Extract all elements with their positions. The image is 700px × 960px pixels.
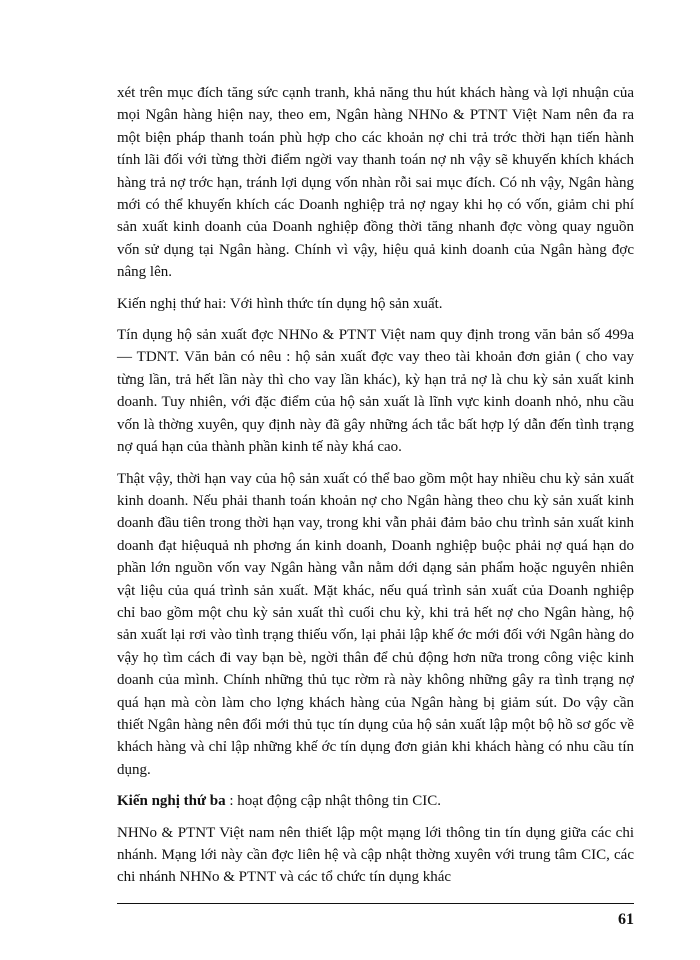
page-number: 61	[618, 911, 634, 928]
paragraph-3: Tín dụng hộ sản xuất đợc NHNo & PTNT Việt nam quy định trong văn bản số 499a — TDNT. Văn bản có nêu : hộ sản xuất đợc vay theo tài khoản đơn giản ( cho vay từng lần, trả hết lần này thì cho vay lần khác), kỳ hạn trả nợ là chu kỳ sản xuất kinh doanh. Tuy nhiên, với đặc điểm của hộ sản xuất là lĩnh vực kinh doanh nhỏ, nhu cầu vốn là thờng xuyên, quy định này đã gây những ách tắc bất hợp lý dẫn đến tình trạng nợ quá hạn của thành phần kinh tế này khá cao.	[117, 327, 634, 456]
paragraph-1: xét trên mục đích tăng sức cạnh tranh, khả năng thu hút khách hàng và lợi nhuận của mọi Ngân hàng hiện nay, theo em, Ngân hàng NHNo & PTNT Việt Nam nên đa ra một biện pháp thanh toán phù hợp cho các khoản nợ chi trả trớc thời hạn tiến hành tính lãi đối với từng thời điểm ngời vay thanh toán nợ nh vậy sẽ khuyến khích khách hàng trả nợ trớc hạn, tránh lợi dụng vốn nhàn rỗi sai mục đích. Có nh vậy, Ngân hàng mới có thể khuyến khích các Doanh nghiệp trả nợ ngay khi họ có vốn, giảm chi phí sản xuất kinh doanh của Doanh nghiệp đồng thời tăng nhanh đợc vòng quay nguồn vốn sử dụng tại Ngân hàng. Chính vì vậy, hiệu quả kinh doanh của Ngân hàng đợc nâng lên.	[117, 85, 634, 281]
paragraph-2-heading: Kiến nghị thứ hai: Với hình thức tín dụng hộ sản xuất.	[117, 295, 443, 312]
body-text	[117, 82, 634, 898]
paragraph-5-heading	[117, 790, 634, 812]
heading-bold-part: Kiến nghị thứ ba	[117, 793, 226, 810]
heading-rest: : hoạt động cập nhật thông tin CIC.	[225, 793, 442, 810]
paragraph-4: Thật vậy, thời hạn vay của hộ sản xuất có thể bao gồm một hay nhiều chu kỳ sản xuất kinh doanh. Nếu phải thanh toán khoản nợ cho Ngân hàng theo chu kỳ sản xuất kinh doanh đầu tiên trong thời hạn vay, trong khi vẫn phải đảm bảo chu trình sản xuất kinh doanh đạt hiệuquả nh phơng án kinh doanh, Doanh nghiệp buộc phải nợ quá hạn do phần lớn nguồn vốn vay Ngân hàng vẫn nằm dới dạng sản phẩm hoặc nguyên nhiên vật liệu của quá trình sản xuất. Mặt khác, nếu quá trình sản xuất của Doanh nghiệp chỉ bao gồm một chu kỳ sản xuất thì cuối chu kỳ, khi trả hết nợ cho Ngân hàng, hộ sản xuất lại rơi vào tình trạng thiếu vốn, lại phải lập khế ớc mới đối với Ngân hàng do vậy họ tìm cách đi vay bạn bè, ngời thân để chủ động hơn nữa trong công việc kinh doanh của mình. Chính những thủ tục rờm rà này không những gây ra tình trạng nợ quá hạn mà còn làm cho lợng khách hàng của Ngân hàng bị giảm sút. Do vậy cần thiết Ngân hàng nên đổi mới thủ tục tín dụng của hộ sản xuất lập một bộ hồ sơ gốc về khách hàng và chỉ lập những khế ớc tín dụng đơn giản khi khách hàng có nhu cầu tín dụng.	[117, 470, 634, 778]
paragraph-6: NHNo & PTNT Việt nam nên thiết lập một mạng lới thông tin tín dụng giữa các chi nhánh. Mạng lới này cần đợc liên hệ và cập nhật thờng xuyên với trung tâm CIC, các chi nhánh NHNo & PTNT và các tổ chức tín dụng khác	[117, 824, 634, 886]
footer-rule	[117, 903, 634, 904]
